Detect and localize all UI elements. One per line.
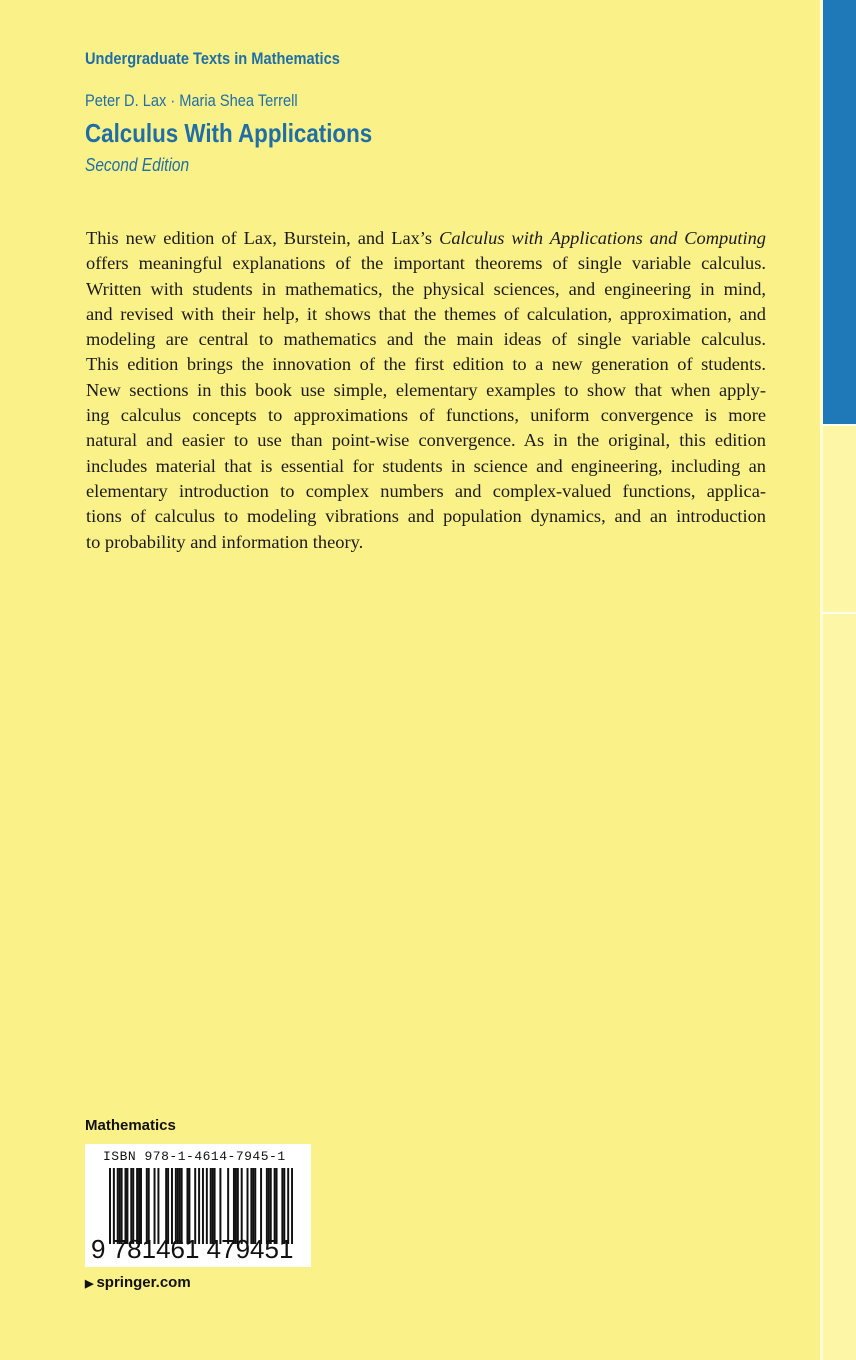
blurb-line: elementary introduction to complex numbers and complex-valued functions, applica-	[86, 480, 766, 501]
barcode-bar	[126, 1168, 128, 1244]
barcode-bar	[237, 1168, 239, 1244]
barcode-bar	[140, 1168, 142, 1244]
barcode-bar	[268, 1168, 270, 1244]
barcode-bar	[247, 1168, 249, 1244]
spine-separator	[823, 424, 856, 426]
blurb-line: Written with students in mathematics, the physical sciences, and engineering in mind,	[86, 278, 766, 299]
barcode-bar	[281, 1168, 283, 1244]
triangle-right-icon: ▶	[85, 1278, 94, 1290]
blurb-line: and revised with their help, it shows that the themes of calculation, approximation, and	[86, 303, 766, 324]
publisher-url: springer.com	[96, 1274, 191, 1291]
blurb-line: tions of calculus to modeling vibrations and population dynamics, and an introduction	[86, 506, 766, 527]
barcode-bar	[175, 1168, 177, 1244]
barcode-bar	[235, 1168, 237, 1244]
barcode-bar	[254, 1168, 256, 1244]
blurb-line: New sections in this book use simple, elementary examples to show that when apply-	[86, 379, 766, 400]
barcode-bar	[212, 1168, 214, 1244]
barcode-bar	[121, 1168, 123, 1244]
barcode-bar	[181, 1168, 183, 1244]
blurb-line: natural and easier to use than point-wise convergence. As in the original, this edition	[86, 430, 766, 451]
barcode-bar	[250, 1168, 252, 1244]
barcode-bar	[274, 1168, 276, 1244]
spine-divider	[820, 0, 823, 1360]
barcode-bar	[119, 1168, 121, 1244]
barcode-bar	[179, 1168, 181, 1244]
barcode-bar	[146, 1168, 148, 1244]
blurb-text: This new edition of Lax, Burstein, and Lax’s	[86, 228, 440, 248]
barcode-bars	[109, 1168, 293, 1244]
blurb-line: to probability and information theory.	[86, 531, 364, 552]
barcode-bar	[214, 1168, 216, 1244]
barcode-bar	[241, 1168, 243, 1244]
barcode-bar	[198, 1168, 200, 1244]
blurb-line	[86, 226, 766, 251]
edition: Second Edition	[85, 155, 190, 175]
blurb-line: includes material that is essential for students in science and engineering, including an	[86, 455, 766, 476]
barcode-bar	[171, 1168, 173, 1244]
authors: Peter D. Lax · Maria Shea Terrell	[85, 91, 298, 110]
barcode-bar	[186, 1168, 188, 1244]
barcode-bar	[113, 1168, 115, 1244]
spine-separator	[823, 612, 856, 614]
barcode-bar	[287, 1168, 289, 1244]
barcode-bar	[202, 1168, 204, 1244]
barcode-bar	[157, 1168, 159, 1244]
barcode	[85, 1144, 311, 1267]
barcode-bar	[148, 1168, 150, 1244]
barcode-bar	[227, 1168, 229, 1244]
barcode-bar	[130, 1168, 132, 1244]
barcode-bar	[252, 1168, 254, 1244]
barcode-bar	[233, 1168, 235, 1244]
barcode-bar	[124, 1168, 126, 1244]
subject-category: Mathematics	[85, 1117, 176, 1134]
series-title: Undergraduate Texts in Mathematics	[85, 49, 340, 68]
barcode-bar	[167, 1168, 169, 1244]
barcode-bar	[291, 1168, 293, 1244]
barcode-bar	[266, 1168, 268, 1244]
barcode-bar	[117, 1168, 119, 1244]
blurb-line: ing calculus concepts to approximations of functions, uniform convergence is more	[86, 405, 766, 426]
barcode-bar	[210, 1168, 212, 1244]
barcode-bar	[154, 1168, 156, 1244]
barcode-bar	[270, 1168, 272, 1244]
barcode-bar	[206, 1168, 208, 1244]
spine-blue-band	[823, 0, 856, 424]
barcode-bar	[177, 1168, 179, 1244]
barcode-bar	[165, 1168, 167, 1244]
barcode-bar	[260, 1168, 262, 1244]
barcode-bar	[136, 1168, 138, 1244]
barcode-bar	[109, 1168, 111, 1244]
isbn-label: ISBN 978-1-4614-7945-1	[103, 1149, 286, 1164]
publisher-link	[85, 1274, 191, 1291]
cited-title: Calculus with Applications and Computing	[439, 228, 766, 248]
barcode-bar	[138, 1168, 140, 1244]
barcode-digits: 9 781461 479451	[91, 1234, 294, 1264]
barcode-bar	[188, 1168, 190, 1244]
book-title: Calculus With Applications	[85, 118, 373, 148]
blurb-line: offers meaningful explanations of the important theorems of single variable calculus.	[86, 253, 766, 274]
blurb-line: modeling are central to mathematics and the main ideas of single variable calculus.	[86, 329, 766, 350]
description-blurb	[86, 226, 766, 555]
barcode-bar	[283, 1168, 285, 1244]
barcode-bar	[194, 1168, 196, 1244]
barcode-bar	[219, 1168, 221, 1244]
barcode-bar	[132, 1168, 134, 1244]
blurb-line: This edition brings the innovation of the first edition to a new generation of students.	[86, 354, 766, 375]
barcode-bar	[276, 1168, 278, 1244]
